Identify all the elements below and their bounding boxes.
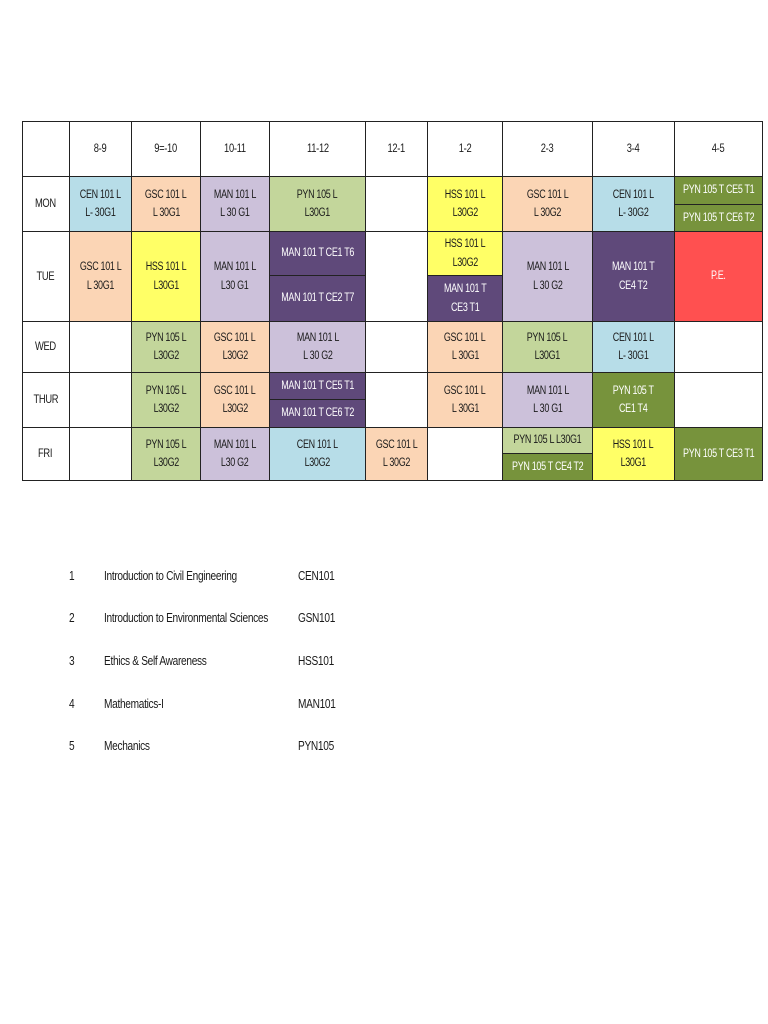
class-cell: CEN 101 L L- 30G1 xyxy=(593,322,675,373)
class-cell: GSC 101 L L30G2 xyxy=(201,322,270,373)
empty-cell xyxy=(70,373,132,428)
empty-cell xyxy=(675,322,763,373)
time-header: 9=-10 xyxy=(132,121,201,177)
class-cell: CEN 101 L L30G2 xyxy=(270,428,366,481)
class-cell: GSC 101 L L 30G1 xyxy=(70,232,132,322)
time-header: 2-3 xyxy=(503,121,593,177)
class-cell: P.E. xyxy=(675,232,763,322)
time-header: 12-1 xyxy=(366,121,428,177)
class-cell: MAN 101 T CE5 T1 xyxy=(270,373,366,400)
class-cell: PYN 105 T CE4 T2 xyxy=(503,454,593,481)
class-cell: MAN 101 L L30 G2 xyxy=(201,428,270,481)
class-cell: PYN 105 T CE5 T1 xyxy=(675,177,763,205)
class-cell: HSS 101 L L30G2 xyxy=(428,232,503,276)
day-label: THUR xyxy=(22,373,70,428)
time-header: 11-12 xyxy=(270,121,366,177)
class-cell: CEN 101 L L- 30G2 xyxy=(593,177,675,232)
class-cell: MAN 101 T CE2 T7 xyxy=(270,276,366,322)
legend-course-name: Mechanics xyxy=(104,738,150,753)
class-cell: GSC 101 L L 30G2 xyxy=(366,428,428,481)
class-cell: PYN 105 L L30G1 xyxy=(503,428,593,454)
class-cell: HSS 101 L L30G1 xyxy=(593,428,675,481)
time-header: 3-4 xyxy=(593,121,675,177)
legend-course-code: PYN105 xyxy=(298,738,334,753)
class-cell: GSC 101 L L 30G2 xyxy=(503,177,593,232)
class-cell: MAN 101 T CE4 T2 xyxy=(593,232,675,322)
legend-course-name: Mathematics-I xyxy=(104,696,164,711)
empty-cell xyxy=(70,322,132,373)
class-cell: GSC 101 L L30G2 xyxy=(201,373,270,428)
class-cell: PYN 105 T CE1 T4 xyxy=(593,373,675,428)
time-header: 8-9 xyxy=(70,121,132,177)
time-header: 4-5 xyxy=(675,121,763,177)
legend-number: 3 xyxy=(69,653,75,668)
legend-number: 2 xyxy=(69,610,75,625)
legend-course-code: GSN101 xyxy=(298,610,336,625)
legend-number: 5 xyxy=(69,738,75,753)
day-label: MON xyxy=(22,177,70,232)
legend-course-code: MAN101 xyxy=(298,696,336,711)
time-header: 10-11 xyxy=(201,121,270,177)
empty-cell xyxy=(366,373,428,428)
class-cell: GSC 101 L L 30G1 xyxy=(428,322,503,373)
class-cell: MAN 101 L L 30 G2 xyxy=(270,322,366,373)
legend-course-name: Introduction to Civil Engineering xyxy=(104,568,237,583)
legend-course-name: Ethics & Self Awareness xyxy=(104,653,207,668)
class-cell: HSS 101 L L30G2 xyxy=(428,177,503,232)
header-corner xyxy=(22,121,70,177)
legend-course-name: Introduction to Environmental Sciences xyxy=(104,610,269,625)
timetable xyxy=(22,121,763,481)
empty-cell xyxy=(366,322,428,373)
class-cell: HSS 101 L L30G1 xyxy=(132,232,201,322)
class-cell: PYN 105 L L30G1 xyxy=(503,322,593,373)
time-header: 1-2 xyxy=(428,121,503,177)
legend-number: 1 xyxy=(69,568,75,583)
class-cell: PYN 105 T CE3 T1 xyxy=(675,428,763,481)
legend-course-code: CEN101 xyxy=(298,568,335,583)
day-label: WED xyxy=(22,322,70,373)
class-cell: PYN 105 L L30G1 xyxy=(270,177,366,232)
empty-cell xyxy=(70,428,132,481)
legend-course-code: HSS101 xyxy=(298,653,334,668)
class-cell: MAN 101 T CE1 T6 xyxy=(270,232,366,276)
class-cell: PYN 105 L L30G2 xyxy=(132,322,201,373)
day-label: FRI xyxy=(22,428,70,481)
class-cell: MAN 101 L L 30 G2 xyxy=(503,232,593,322)
class-cell: MAN 101 T CE6 T2 xyxy=(270,400,366,428)
class-cell: MAN 101 L L 30 G1 xyxy=(201,177,270,232)
empty-cell xyxy=(675,373,763,428)
empty-cell xyxy=(428,428,503,481)
class-cell: MAN 101 L L30 G1 xyxy=(201,232,270,322)
class-cell: PYN 105 L L30G2 xyxy=(132,373,201,428)
class-cell: CEN 101 L L- 30G1 xyxy=(70,177,132,232)
class-cell: GSC 101 L L 30G1 xyxy=(428,373,503,428)
class-cell: GSC 101 L L 30G1 xyxy=(132,177,201,232)
legend-number: 4 xyxy=(69,696,75,711)
day-label: TUE xyxy=(22,232,70,322)
empty-cell xyxy=(366,232,428,322)
class-cell: PYN 105 L L30G2 xyxy=(132,428,201,481)
class-cell: MAN 101 L L 30 G1 xyxy=(503,373,593,428)
class-cell: MAN 101 T CE3 T1 xyxy=(428,276,503,322)
empty-cell xyxy=(366,177,428,232)
class-cell: PYN 105 T CE6 T2 xyxy=(675,205,763,232)
